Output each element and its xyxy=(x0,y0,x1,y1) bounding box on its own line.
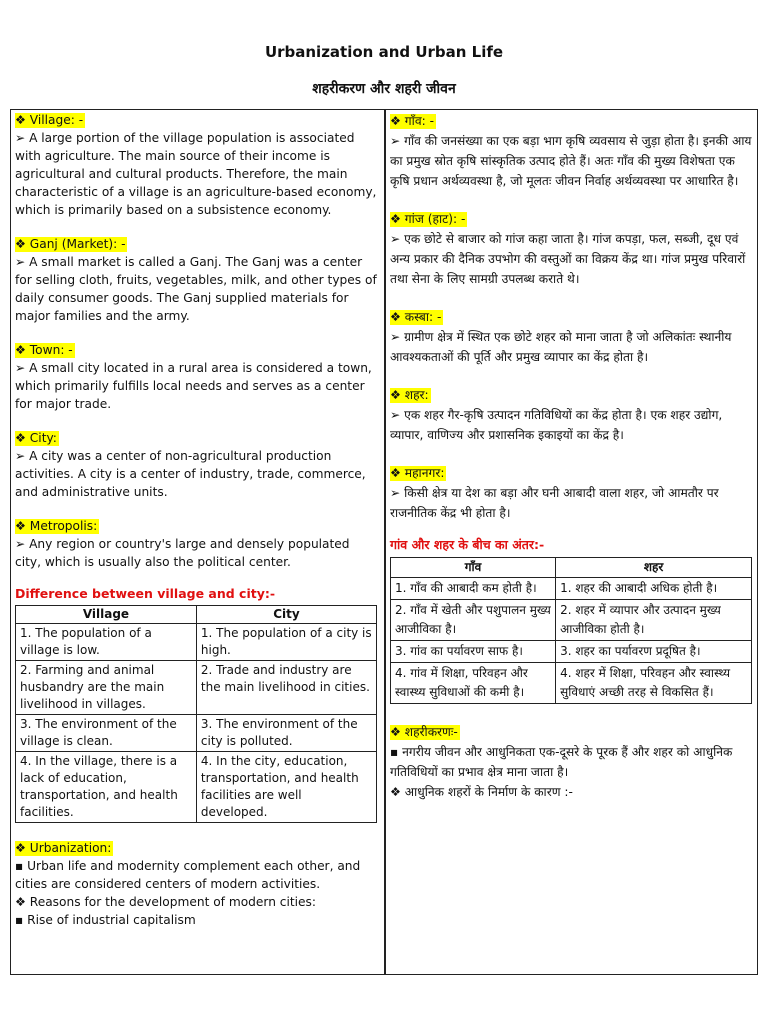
text-reason-item: ▪ Rise of industrial capitalism xyxy=(15,913,196,927)
table-cell: 4. शहर में शिक्षा, परिवहन और स्वास्थ्य सुविधाएं अच्छी तरह से विकसित हैं। xyxy=(556,663,752,704)
table-cell: 3. The environment of the city is polluted. xyxy=(196,715,376,752)
text-urbanization: ▪ Urban life and modernity complement each other, and cities are considered centers of modern activities. xyxy=(15,859,361,891)
table-row xyxy=(391,663,752,704)
heading-city: ❖ City: xyxy=(15,431,57,445)
table-row xyxy=(16,715,377,752)
table-cell: 4. In the village, there is a lack of education, transportation, and health facilities. xyxy=(16,752,197,823)
difference-heading-hi: गांव और शहर के बीच का अंतर:- xyxy=(390,537,545,552)
heading-city-hi: ❖ शहर: xyxy=(390,388,429,402)
text-town-hi: ➢ ग्रामीण क्षेत्र में स्थित एक छोटे शहर को माना जाता है जो अलिकांतः स्थानीय आवश्यकताओं की पूर्ति और प्रमुख व्यापार का केंद्र होता है। xyxy=(390,330,732,364)
table-cell: 4. गांव में शिक्षा, परिवहन और स्वास्थ्य सुविधाओं की कमी है। xyxy=(391,663,556,704)
table-cell: 1. शहर की आबादी अधिक होती है। xyxy=(556,578,752,600)
difference-table-hi xyxy=(390,557,752,704)
page-title: Urbanization and Urban Life xyxy=(264,43,504,61)
text-ganj: ➢ A small market is called a Ganj. The Ganj was a center for selling cloth, fruits, vegetables, milk, and other types of daily consumer goods. The Ganj supplied materials for major families and the army. xyxy=(15,255,377,323)
text-ganj-hi: ➢ एक छोटे से बाजार को गांज कहा जाता है। गांज कपड़ा, फल, सब्जी, दूध एवं अन्य प्रकार की दैनिक उपभोग की वस्तुओं का विक्रय केंद्र था। गांज प्रमुख परिवारों तथा सेना के लिए सामग्री उपलब्ध कराते थे। xyxy=(390,232,746,286)
table-cell: 1. गाँव की आबादी कम होती है। xyxy=(391,578,556,600)
heading-ganj-hi: ❖ गांज (हाट): - xyxy=(390,212,466,226)
table-row xyxy=(391,641,752,663)
table-row xyxy=(16,661,377,715)
text-metropolis: ➢ Any region or country's large and densely populated city, which is usually also the political center. xyxy=(15,537,350,569)
heading-village: ❖ Village: - xyxy=(15,113,84,127)
hindi-column xyxy=(390,111,754,802)
text-reasons-heading: ❖ Reasons for the development of modern cities: xyxy=(15,895,317,909)
table-cell: 2. Farming and animal husbandry are the main livelihood in villages. xyxy=(16,661,197,715)
heading-metropolis: ❖ Metropolis: xyxy=(15,519,98,533)
heading-town-hi: ❖ कस्बा: - xyxy=(390,310,442,324)
column-divider xyxy=(384,109,386,975)
text-reasons-heading-hi: ❖ आधुनिक शहरों के निर्माण के कारण :- xyxy=(390,785,573,799)
heading-ganj: ❖ Ganj (Market): - xyxy=(15,237,126,251)
text-metropolis-hi: ➢ किसी क्षेत्र या देश का बड़ा और घनी आबादी वाला शहर, जो आमतौर पर राजनीतिक केंद्र भी होता है। xyxy=(390,486,719,520)
table-row xyxy=(16,624,377,661)
english-column xyxy=(15,111,379,929)
table-header: गाँव xyxy=(391,558,556,578)
table-header-row xyxy=(391,558,752,578)
table-cell: 1. The population of a village is low. xyxy=(16,624,197,661)
table-header: शहर xyxy=(556,558,752,578)
table-cell: 3. शहर का पर्यावरण प्रदूषित है। xyxy=(556,641,752,663)
text-city-hi: ➢ एक शहर गैर-कृषि उत्पादन गतिविधियों का केंद्र होता है। एक शहर उद्योग, व्यापार, वाणिज्य और प्रशासनिक इकाइयों का केंद्र है। xyxy=(390,408,723,442)
heading-urbanization: ❖ Urbanization: xyxy=(15,841,112,855)
text-city: ➢ A city was a center of non-agricultural production activities. A city is a center of industry, trade, commerce, and administrative units. xyxy=(15,449,366,499)
table-cell: 1. The population of a city is high. xyxy=(196,624,376,661)
heading-village-hi: ❖ गाँव: - xyxy=(390,114,434,128)
text-town: ➢ A small city located in a rural area is considered a town, which primarily fulfills local needs and serves as a center for major trade. xyxy=(15,361,372,411)
page-subtitle: शहरीकरण और शहरी जीवन xyxy=(312,81,456,97)
text-urbanization-hi: ▪ नगरीय जीवन और आधुनिकता एक-दूसरे के पूरक हैं और शहर को आधुनिक गतिविधियों का प्रभाव क्षेत्र माना जाता है। xyxy=(390,745,733,779)
heading-town: ❖ Town: - xyxy=(15,343,73,357)
table-header: Village xyxy=(16,606,197,624)
table-cell: 2. शहर में व्यापार और उत्पादन मुख्य आजीविका होती है। xyxy=(556,600,752,641)
heading-metropolis-hi: ❖ महानगर: xyxy=(390,466,445,480)
difference-table xyxy=(15,605,377,823)
heading-urbanization-hi: ❖ शहरीकरणः- xyxy=(390,725,458,739)
table-cell: 3. गांव का पर्यावरण साफ है। xyxy=(391,641,556,663)
table-cell: 2. Trade and industry are the main livelihood in cities. xyxy=(196,661,376,715)
table-header: City xyxy=(196,606,376,624)
table-cell: 4. In the city, education, transportation, and health facilities are well developed. xyxy=(196,752,376,823)
text-village: ➢ A large portion of the village population is associated with agriculture. The main source of their income is agricultural and cultural products. Therefore, the main characteristic of a village is an agriculture-based economy, which is primarily based on a subsistence economy. xyxy=(15,131,377,217)
table-row xyxy=(391,578,752,600)
table-row xyxy=(16,752,377,823)
text-village-hi: ➢ गाँव की जनसंख्या का एक बड़ा भाग कृषि व्यवसाय से जुड़ा होता है। इनकी आय का प्रमुख स्रोत कृषि सांस्कृतिक उत्पाद होते हैं। अतः गाँव की मुख्य विशेषता एक कृषि प्रधान अर्थव्यवस्था है, जो मूलतः जीवन निर्वाह अर्थव्यवस्था पर आधारित है। xyxy=(390,134,752,188)
difference-heading: Difference between village and city:- xyxy=(15,586,276,601)
table-header-row xyxy=(16,606,377,624)
table-cell: 3. The environment of the village is clean. xyxy=(16,715,197,752)
table-cell: 2. गाँव में खेती और पशुपालन मुख्य आजीविका है। xyxy=(391,600,556,641)
table-row xyxy=(391,600,752,641)
